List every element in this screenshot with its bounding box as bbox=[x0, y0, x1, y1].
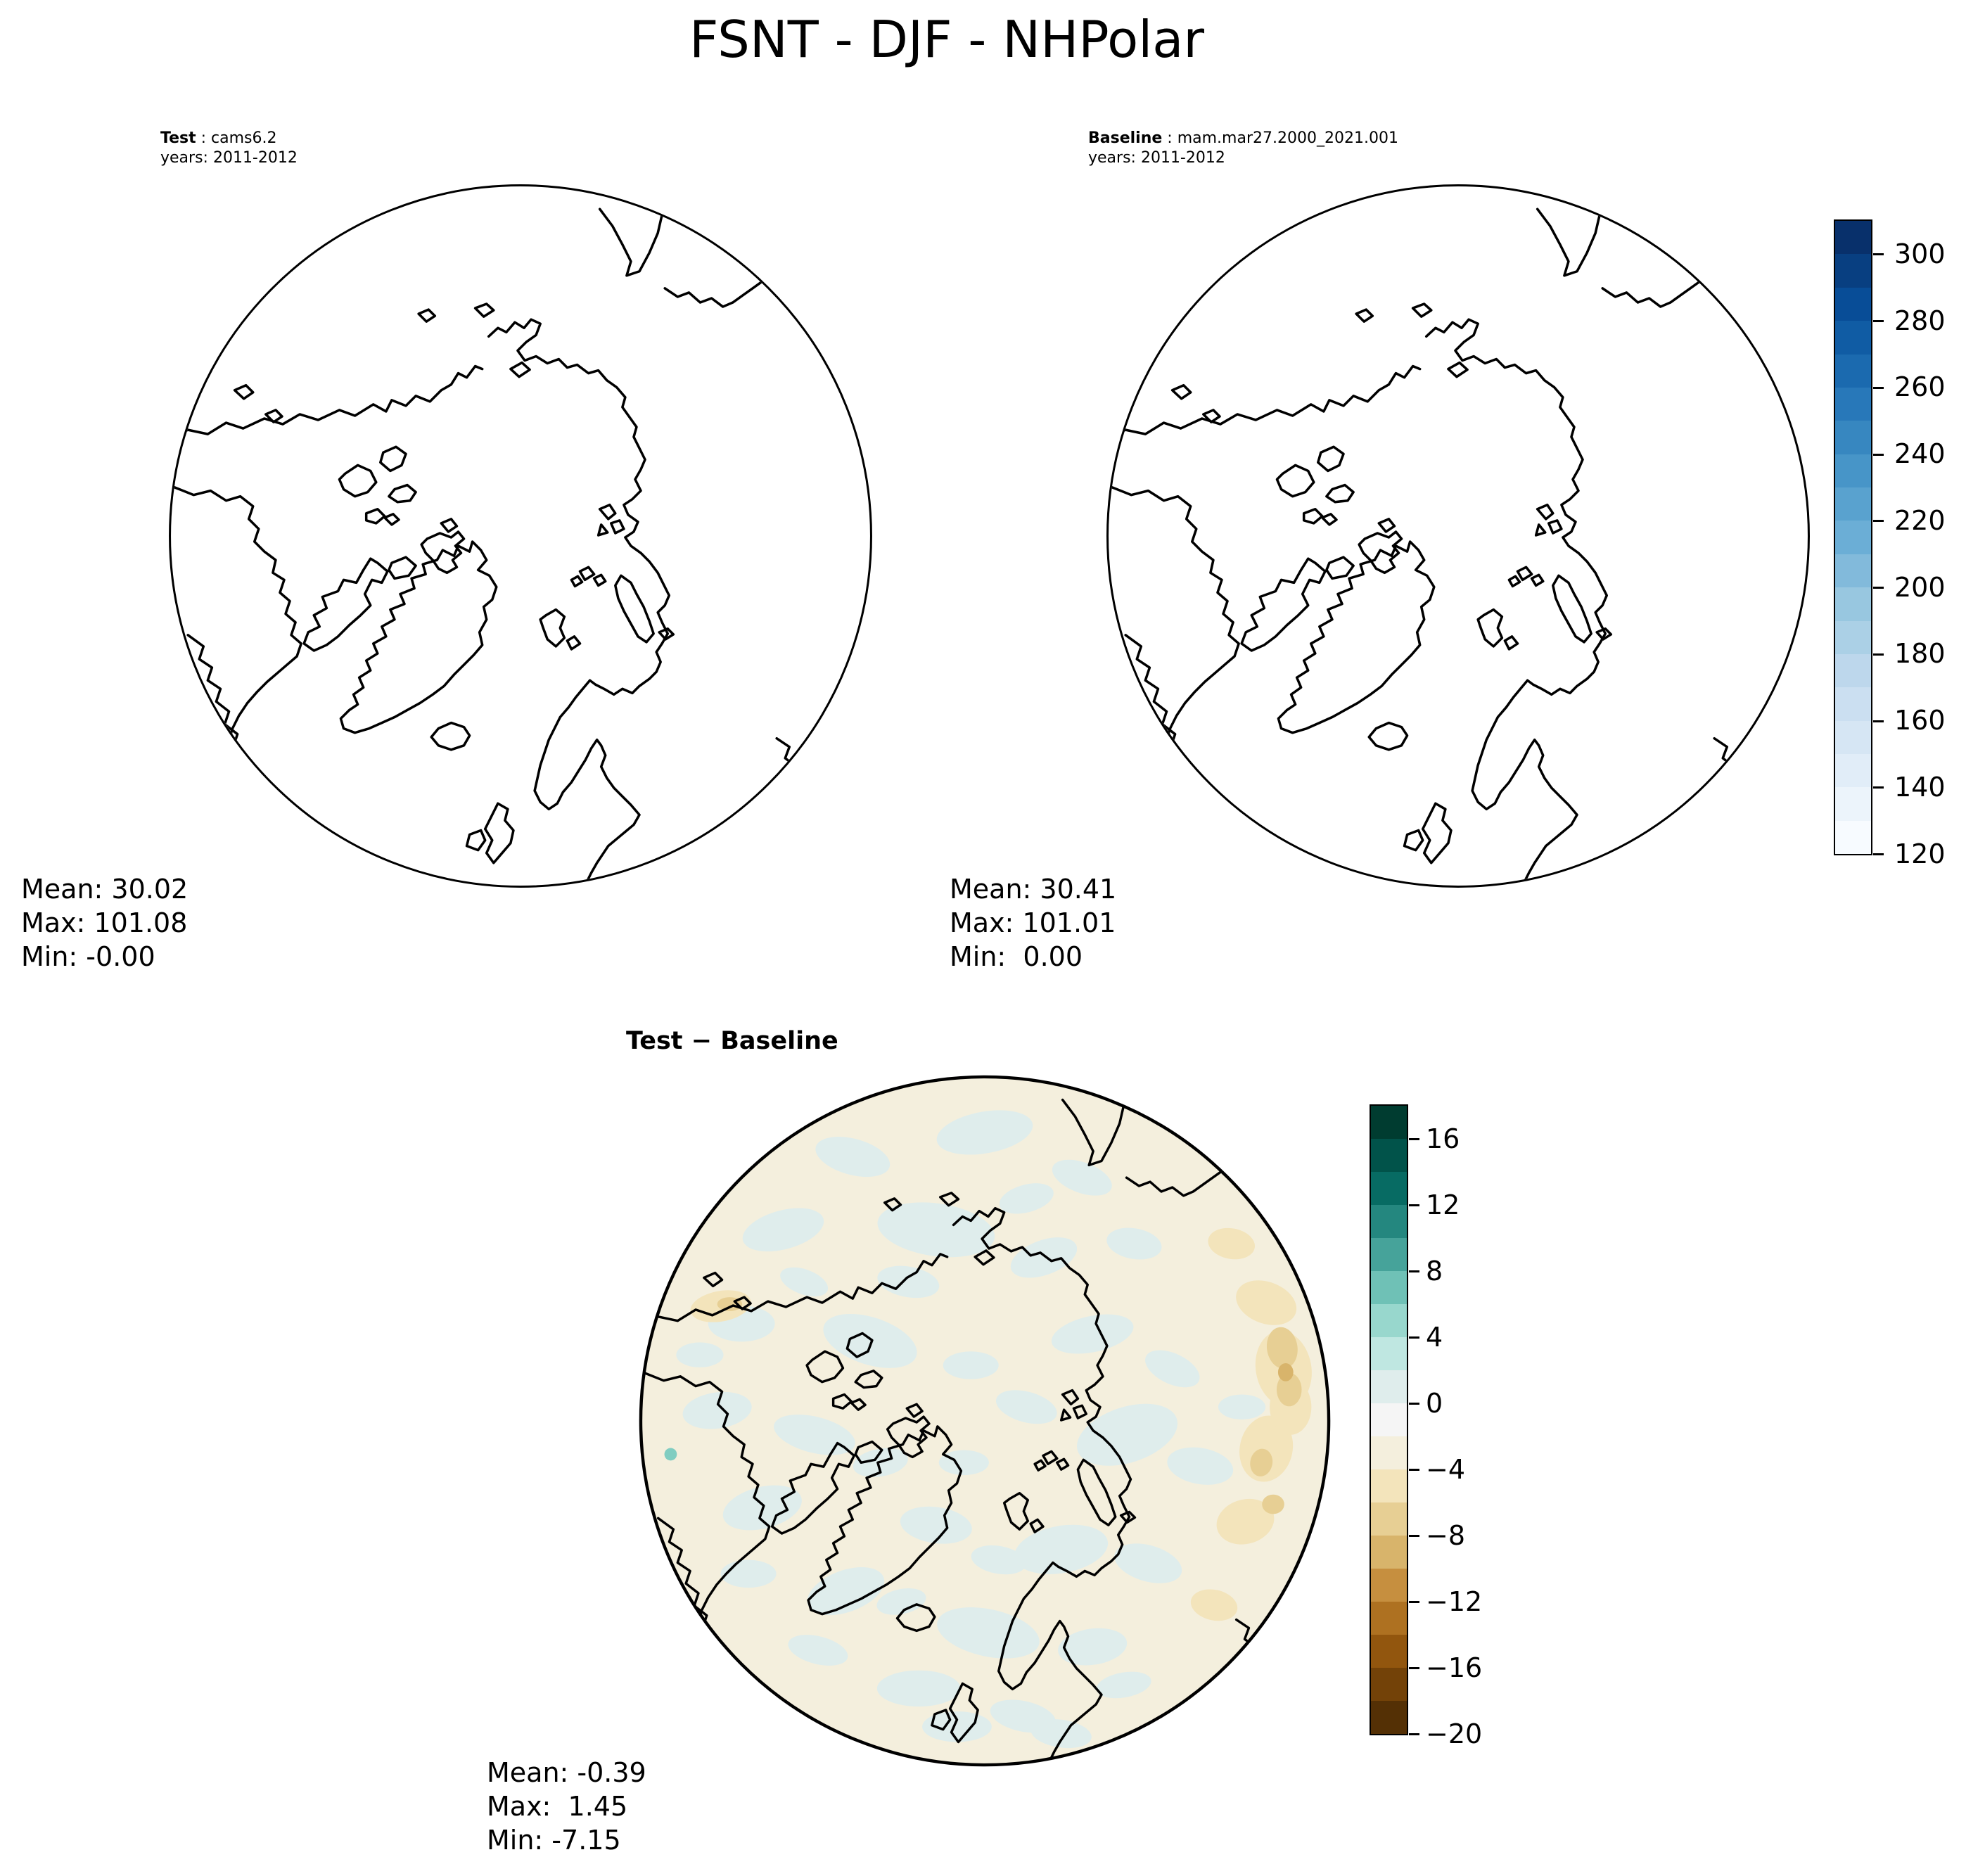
colorbar-diff bbox=[1370, 1104, 1524, 1773]
test-label-name: Test bbox=[160, 129, 196, 147]
colorbar-segment bbox=[1371, 1668, 1407, 1701]
colorbar-segment bbox=[1371, 1304, 1407, 1337]
colorbar-segment bbox=[1835, 487, 1871, 521]
colorbar-tick-label: 120 bbox=[1894, 838, 1946, 869]
colorbar-tick bbox=[1409, 1667, 1419, 1669]
colorbar-tick-label: −20 bbox=[1426, 1718, 1483, 1749]
colorbar-tick bbox=[1873, 587, 1884, 589]
colorbar-tick-label: 200 bbox=[1894, 571, 1946, 603]
colorbar-segment bbox=[1371, 1536, 1407, 1569]
colorbar-tick bbox=[1409, 1535, 1419, 1537]
baseline-label-name: Baseline bbox=[1088, 129, 1163, 147]
test-max: Max: 101.08 bbox=[21, 907, 188, 938]
test-min: Min: -0.00 bbox=[21, 941, 155, 972]
colorbar-segment bbox=[1371, 1403, 1407, 1436]
diff-panel-title: Test − Baseline bbox=[626, 1027, 838, 1055]
diff-teal-spot bbox=[665, 1448, 677, 1461]
colorbar-segment bbox=[1371, 1238, 1407, 1271]
baseline-min: Min: 0.00 bbox=[950, 941, 1083, 972]
colorbar-tick-label: 16 bbox=[1426, 1123, 1460, 1154]
colorbar-segment bbox=[1835, 521, 1871, 554]
colorbar-segment bbox=[1371, 1370, 1407, 1403]
diff-mean: Mean: -0.39 bbox=[487, 1757, 646, 1788]
colorbar-segment bbox=[1835, 554, 1871, 587]
colorbar-tick bbox=[1409, 1601, 1419, 1603]
colorbar-segment bbox=[1371, 1139, 1407, 1172]
colorbar-segment bbox=[1835, 621, 1871, 654]
polar-map-baseline bbox=[1104, 182, 1812, 890]
colorbar-segment bbox=[1371, 1502, 1407, 1536]
colorbar-segment bbox=[1371, 1172, 1407, 1205]
colorbar-tick bbox=[1873, 653, 1884, 656]
colorbar-tick-label: 180 bbox=[1894, 638, 1946, 670]
colorbar-tick-label: −8 bbox=[1426, 1519, 1466, 1551]
diff-max: Max: 1.45 bbox=[487, 1791, 628, 1822]
colorbar-segment bbox=[1371, 1635, 1407, 1668]
colorbar-segment bbox=[1835, 821, 1871, 854]
colorbar-segment bbox=[1371, 1701, 1407, 1734]
colorbar-segment bbox=[1835, 355, 1871, 388]
colorbar-segment bbox=[1371, 1106, 1407, 1139]
colorbar-segment bbox=[1835, 321, 1871, 354]
baseline-label-value: : mam.mar27.2000_2021.001 bbox=[1162, 129, 1398, 147]
colorbar-main-stack bbox=[1834, 219, 1872, 855]
colorbar-tick-label: 8 bbox=[1426, 1255, 1443, 1287]
diff-stats bbox=[487, 1756, 646, 1857]
colorbar-diff-stack bbox=[1370, 1104, 1408, 1735]
colorbar-segment bbox=[1371, 1436, 1407, 1469]
baseline-max: Max: 101.01 bbox=[950, 907, 1116, 938]
colorbar-segment bbox=[1371, 1205, 1407, 1238]
polar-map-diff bbox=[637, 1073, 1332, 1768]
colorbar-segment bbox=[1835, 687, 1871, 720]
colorbar-tick-label: 220 bbox=[1894, 504, 1946, 536]
colorbar-tick-label: 4 bbox=[1426, 1321, 1443, 1353]
colorbar-tick-label: −12 bbox=[1426, 1585, 1483, 1617]
polar-map-test bbox=[167, 182, 874, 890]
test-stats bbox=[21, 872, 188, 974]
colorbar-tick bbox=[1409, 1469, 1419, 1471]
colorbar-tick bbox=[1409, 1403, 1419, 1405]
colorbar-segment bbox=[1835, 388, 1871, 421]
test-run-label bbox=[160, 129, 298, 168]
colorbar-tick bbox=[1873, 853, 1884, 855]
baseline-run-label bbox=[1088, 129, 1398, 168]
colorbar-segment bbox=[1835, 221, 1871, 254]
colorbar-main bbox=[1834, 219, 1966, 895]
test-mean: Mean: 30.02 bbox=[21, 874, 189, 905]
colorbar-tick-label: 140 bbox=[1894, 771, 1946, 803]
colorbar-segment bbox=[1835, 787, 1871, 820]
colorbar-segment bbox=[1835, 288, 1871, 321]
baseline-years: years: 2011-2012 bbox=[1088, 149, 1225, 167]
baseline-mean: Mean: 30.41 bbox=[950, 874, 1117, 905]
colorbar-tick bbox=[1409, 1204, 1419, 1206]
colorbar-segment bbox=[1835, 587, 1871, 620]
map-diff-base-field bbox=[641, 1078, 1328, 1764]
colorbar-tick-label: 0 bbox=[1426, 1387, 1443, 1419]
test-years: years: 2011-2012 bbox=[160, 149, 298, 167]
test-label-value: : cams6.2 bbox=[196, 129, 277, 147]
colorbar-tick-label: 240 bbox=[1894, 438, 1946, 470]
colorbar-tick bbox=[1873, 786, 1884, 789]
colorbar-tick-label: 12 bbox=[1426, 1189, 1460, 1220]
colorbar-segment bbox=[1371, 1337, 1407, 1370]
colorbar-segment bbox=[1835, 421, 1871, 454]
colorbar-tick bbox=[1873, 387, 1884, 389]
colorbar-segment bbox=[1371, 1271, 1407, 1304]
colorbar-segment bbox=[1371, 1469, 1407, 1502]
page-title: FSNT - DJF - NHPolar bbox=[689, 10, 1204, 69]
colorbar-tick bbox=[1873, 454, 1884, 456]
colorbar-segment bbox=[1835, 254, 1871, 287]
colorbar-tick-label: 300 bbox=[1894, 238, 1946, 269]
colorbar-tick bbox=[1873, 253, 1884, 255]
colorbar-segment bbox=[1371, 1602, 1407, 1635]
colorbar-segment bbox=[1371, 1569, 1407, 1602]
colorbar-tick-label: 260 bbox=[1894, 371, 1946, 403]
colorbar-tick bbox=[1409, 1336, 1419, 1339]
colorbar-tick-label: 160 bbox=[1894, 705, 1946, 736]
colorbar-tick bbox=[1409, 1270, 1419, 1272]
colorbar-tick bbox=[1873, 320, 1884, 322]
colorbar-tick bbox=[1873, 720, 1884, 722]
colorbar-tick bbox=[1409, 1138, 1419, 1140]
diff-min: Min: -7.15 bbox=[487, 1825, 621, 1856]
map-ocean-test bbox=[171, 186, 870, 886]
colorbar-segment bbox=[1835, 721, 1871, 754]
colorbar-segment bbox=[1835, 654, 1871, 687]
colorbar-tick bbox=[1873, 520, 1884, 522]
colorbar-tick-label: 280 bbox=[1894, 305, 1946, 336]
colorbar-segment bbox=[1835, 754, 1871, 787]
colorbar-tick bbox=[1409, 1733, 1419, 1735]
baseline-stats bbox=[950, 872, 1116, 974]
map-ocean-baseline bbox=[1109, 186, 1808, 886]
colorbar-tick-label: −16 bbox=[1426, 1652, 1483, 1683]
colorbar-segment bbox=[1835, 454, 1871, 487]
diff-negative-patch-dark bbox=[1278, 1363, 1294, 1382]
colorbar-tick-label: −4 bbox=[1426, 1453, 1466, 1485]
